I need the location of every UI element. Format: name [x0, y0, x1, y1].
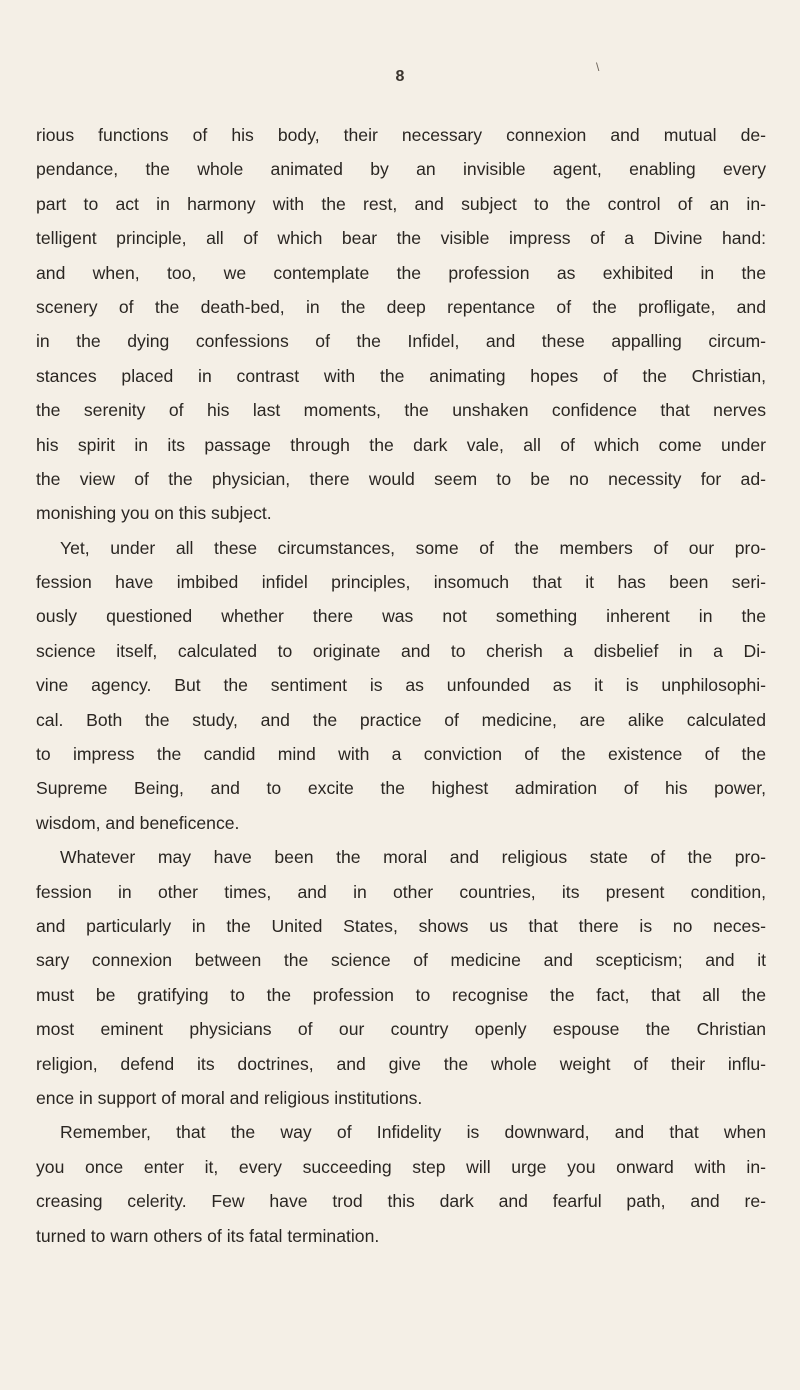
text-line: religion, defend its doctrines, and give the whole weight of their influ-: [36, 1053, 766, 1074]
text-line: rious functions of his body, their necessary connexion and mutual de-: [36, 125, 766, 145]
text-line: Whatever may have been the moral and religious state of the pro-: [60, 847, 766, 868]
text-line: and particularly in the United States, shows us that there is no neces-: [36, 915, 766, 936]
text-line: Remember, that the way of Infidelity is downward, and that when: [60, 1122, 766, 1143]
text-line: Yet, under all these circumstances, some of the members of our pro-: [60, 537, 766, 558]
text-line: pendance, the whole animated by an invisible agent, enabling every: [36, 159, 766, 180]
text-line: fession in other times, and in other countries, its present condition,: [36, 881, 766, 902]
text-line: ously questioned whether there was not something inherent in the: [36, 606, 766, 627]
text-line: the serenity of his last moments, the unshaken confidence that nerves: [36, 400, 766, 421]
text-line: telligent principle, all of which bear the visible impress of a Divine hand:: [36, 228, 766, 249]
text-line: and when, too, we contemplate the profession as exhibited in the: [36, 262, 766, 283]
text-line: wisdom, and beneficence.: [36, 812, 240, 833]
text-line: the view of the physician, there would seem to be no necessity for ad-: [36, 468, 766, 489]
text-line: monishing you on this subject.: [36, 503, 272, 524]
text-line: fession have imbibed infidel principles, insomuch that it has been seri-: [36, 572, 766, 593]
body-text: [36, 118, 766, 1253]
text-line: part to act in harmony with the rest, and subject to the control of an in-: [36, 193, 766, 214]
text-line: you once enter it, every succeeding step will urge you onward with in-: [36, 1156, 766, 1177]
text-line: vine agency. But the sentiment is as unfounded as it is unphilosophi-: [36, 675, 766, 696]
text-line: sary connexion between the science of medicine and scepticism; and it: [36, 950, 766, 971]
text-line: to impress the candid mind with a conviction of the existence of the: [36, 744, 766, 765]
text-line: must be gratifying to the profession to recognise the fact, that all the: [36, 984, 766, 1005]
page-number: 8: [395, 68, 405, 85]
page-mark: \: [596, 60, 600, 74]
text-line: Supreme Being, and to excite the highest admiration of his power,: [36, 778, 766, 799]
text-line: creasing celerity. Few have trod this dark and fearful path, and re-: [36, 1191, 766, 1212]
text-line: turned to warn others of its fatal termination.: [36, 1225, 380, 1246]
text-line: scenery of the death-bed, in the deep repentance of the profligate, and: [36, 296, 766, 317]
text-line: in the dying confessions of the Infidel, and these appalling circum-: [36, 331, 766, 352]
text-line: science itself, calculated to originate and to cherish a disbelief in a Di-: [36, 640, 766, 661]
text-line: stances placed in contrast with the animating hopes of the Christian,: [36, 365, 766, 386]
text-line: cal. Both the study, and the practice of medicine, are alike calculated: [36, 709, 766, 730]
text-line: most eminent physicians of our country openly espouse the Christian: [36, 1019, 766, 1040]
text-line: his spirit in its passage through the dark vale, all of which come under: [36, 434, 766, 455]
text-line: ence in support of moral and religious institutions.: [36, 1087, 423, 1108]
